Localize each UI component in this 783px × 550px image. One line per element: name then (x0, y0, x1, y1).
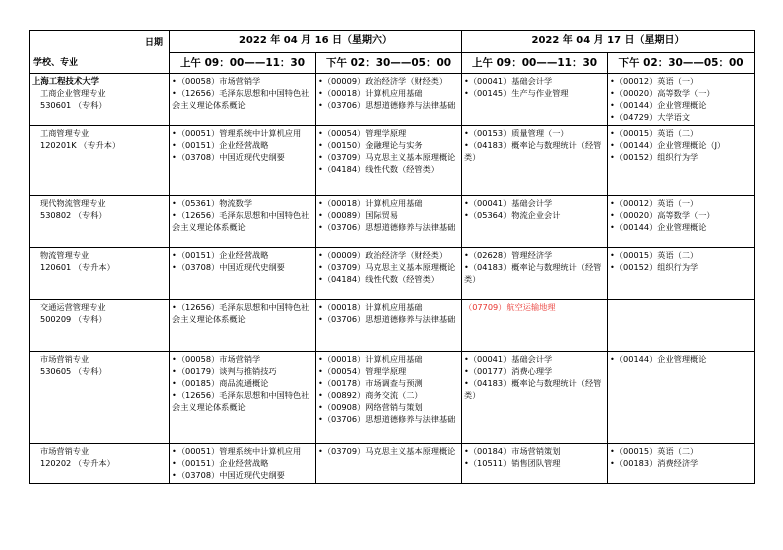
major-name: 现代物流管理专业 (40, 198, 106, 208)
table-row (30, 126, 755, 196)
course-item: •（00144）企业管理概论（J） (610, 140, 726, 150)
course-item: •（03706）思想道德修养与法律基础 (318, 222, 456, 232)
course-item: •（00054）管理学原理 (318, 128, 407, 138)
course-cell-d2pm (608, 126, 755, 196)
course-item: •（00152）组织行为学 (610, 152, 699, 162)
table-row (30, 74, 755, 126)
course-item: •（04184）线性代数（经管类） (318, 164, 439, 174)
course-item: •（04729）大学语文 (610, 112, 691, 122)
major-code: 530601 （专科） (40, 100, 107, 110)
course-item: •（00179）谈判与推销技巧 (172, 366, 277, 376)
course-item: •（00015）英语（二） (610, 128, 699, 138)
course-cell-d2am (462, 248, 608, 300)
course-item: •（00144）企业管理概论 (610, 354, 707, 364)
course-item: •（00089）国际贸易 (318, 210, 399, 220)
course-item: •（00152）组织行为学 (610, 262, 699, 272)
course-item: •（00012）英语（一） (610, 76, 699, 86)
course-item: •（00144）企业管理概论 (610, 222, 707, 232)
course-item: •（00018）计算机应用基础 (318, 88, 423, 98)
course-item: •（00150）金融理论与实务 (318, 140, 423, 150)
school-major-cell (30, 74, 170, 126)
course-item: •（00012）英语（一） (610, 198, 699, 208)
course-item: •（00054）管理学原理 (318, 366, 407, 376)
course-item: •（00178）市场调查与预测 (318, 378, 423, 388)
schedule-rows (30, 74, 755, 484)
course-cell-d2pm (608, 300, 755, 352)
course-cell-d1am (170, 352, 316, 444)
major-code: 120201K （专升本） (40, 140, 121, 150)
course-item: •（12656）毛泽东思想和中国特色社会主义理论体系概论 (172, 302, 310, 324)
course-cell-d2am (462, 352, 608, 444)
course-item: •（00153）质量管理（一） (464, 128, 569, 138)
course-item: •（00051）管理系统中计算机应用 (172, 128, 302, 138)
major-code: 120202 （专升本） (40, 458, 115, 468)
course-cell-d1am (170, 74, 316, 126)
course-item: •（00058）市场营销学 (172, 354, 261, 364)
course-cell-d1am (170, 248, 316, 300)
table-row (30, 300, 755, 352)
school-major-header-label: 学校、专业 (33, 58, 79, 68)
course-item: •（00908）网络营销与策划 (318, 402, 423, 412)
course-item: •（00020）高等数学（一） (610, 88, 715, 98)
course-item: •（04183）概率论与数理统计（经管类） (464, 262, 602, 284)
course-item: •（00051）管理系统中计算机应用 (172, 446, 302, 456)
day2-am-header: 上午 09：00——11：30 (462, 52, 608, 74)
course-item: •（00041）基础会计学 (464, 76, 553, 86)
course-cell-d1am (170, 126, 316, 196)
corner-header-cell (30, 31, 170, 74)
day1-header: 2022 年 04 月 16 日（星期六） (170, 31, 462, 53)
course-item: •（03706）思想道德修养与法律基础 (318, 100, 456, 110)
course-item: •（03709）马克思主义基本原理概论 (318, 262, 456, 272)
table-row (30, 248, 755, 300)
day1-pm-header: 下午 02：30——05：00 (316, 52, 462, 74)
day1-am-header: 上午 09：00——11：30 (170, 52, 316, 74)
course-cell-d2pm (608, 352, 755, 444)
course-item: •（00183）消费经济学 (610, 458, 699, 468)
course-item: •（03709）马克思主义基本原理概论 (318, 446, 456, 456)
course-item: •（00145）生产与作业管理 (464, 88, 569, 98)
course-cell-d2pm (608, 444, 755, 484)
school-major-cell (30, 352, 170, 444)
course-item: •（00015）英语（二） (610, 250, 699, 260)
course-item: •（12656）毛泽东思想和中国特色社会主义理论体系概论 (172, 210, 310, 232)
course-item: •（03709）马克思主义基本原理概论 (318, 152, 456, 162)
major-name: 工商企业管理专业 (40, 88, 106, 98)
course-item: •（04184）线性代数（经管类） (318, 274, 439, 284)
course-item: •（10511）销售团队管理 (464, 458, 561, 468)
course-item: •（05364）物流企业会计 (464, 210, 561, 220)
course-item: •（00151）企业经营战略 (172, 458, 269, 468)
exam-schedule-table (29, 30, 755, 484)
course-item: •（00151）企业经营战略 (172, 140, 269, 150)
course-item: •（00892）商务交流（二） (318, 390, 423, 400)
course-cell-d1pm (316, 196, 462, 248)
course-item: •（12656）毛泽东思想和中国特色社会主义理论体系概论 (172, 88, 310, 110)
school-major-cell (30, 300, 170, 352)
major-name: 市场营销专业 (40, 354, 90, 364)
course-item: •（00177）消费心理学 (464, 366, 553, 376)
table-row (30, 196, 755, 248)
course-item: •（00018）计算机应用基础 (318, 354, 423, 364)
major-code: 500209 （专科） (40, 314, 107, 324)
course-cell-d2pm (608, 248, 755, 300)
course-item: •（04183）概率论与数理统计（经管类） (464, 378, 602, 400)
day2-pm-header: 下午 02：30——05：00 (608, 52, 755, 74)
course-item: •（05361）物流数学 (172, 198, 253, 208)
course-item: •（03706）思想道德修养与法律基础 (318, 314, 456, 324)
course-cell-d2am (462, 74, 608, 126)
course-item: •（00009）政治经济学（财经类） (318, 250, 448, 260)
course-cell-d1am (170, 300, 316, 352)
school-major-cell (30, 444, 170, 484)
major-code: 530802 （专科） (40, 210, 107, 220)
school-major-cell (30, 248, 170, 300)
course-item: •（00009）政治经济学（财经类） (318, 76, 448, 86)
course-item: •（03708）中国近现代史纲要 (172, 262, 285, 272)
course-item: •（00144）企业管理概论 (610, 100, 707, 110)
major-code: 120601 （专升本） (40, 262, 115, 272)
course-cell-d1am (170, 444, 316, 484)
course-item: •（00151）企业经营战略 (172, 250, 269, 260)
course-item: •（00058）市场营销学 (172, 76, 261, 86)
table-row (30, 444, 755, 484)
course-item: •（00018）计算机应用基础 (318, 302, 423, 312)
course-cell-d2am (462, 444, 608, 484)
course-cell-d2am (462, 196, 608, 248)
course-cell-d1am (170, 196, 316, 248)
major-name: 市场营销专业 (40, 446, 90, 456)
course-item: •（02628）管理经济学 (464, 250, 553, 260)
day2-header: 2022 年 04 月 17 日（星期日） (462, 31, 755, 53)
course-item-highlighted: （07709）航空运输地理 (464, 302, 556, 312)
course-item: •（03708）中国近现代史纲要 (172, 152, 285, 162)
major-code: 530605 （专科） (40, 366, 107, 376)
course-item: •（00015）英语（二） (610, 446, 699, 456)
course-item: •（04183）概率论与数理统计（经管类） (464, 140, 602, 162)
course-cell-d2am (462, 126, 608, 196)
course-cell-d2am (462, 300, 608, 352)
school-major-cell (30, 126, 170, 196)
course-item: •（12656）毛泽东思想和中国特色社会主义理论体系概论 (172, 390, 310, 412)
course-cell-d1pm (316, 126, 462, 196)
major-name: 交通运营管理专业 (40, 302, 106, 312)
course-cell-d2pm (608, 74, 755, 126)
course-cell-d1pm (316, 74, 462, 126)
course-item: •（00185）商品流通概论 (172, 378, 269, 388)
course-item: •（00018）计算机应用基础 (318, 198, 423, 208)
course-item: •（03708）中国近现代史纲要 (172, 470, 285, 480)
university-name: 上海工程技术大学 (32, 76, 99, 86)
course-item: •（00184）市场营销策划 (464, 446, 561, 456)
course-item: •（00020）高等数学（一） (610, 210, 715, 220)
course-cell-d1pm (316, 300, 462, 352)
course-cell-d1pm (316, 248, 462, 300)
course-cell-d2pm (608, 196, 755, 248)
course-item: •（00041）基础会计学 (464, 198, 553, 208)
course-item: •（00041）基础会计学 (464, 354, 553, 364)
major-name: 工商管理专业 (40, 128, 90, 138)
school-major-cell (30, 196, 170, 248)
major-name: 物流管理专业 (40, 250, 90, 260)
course-item: •（03706）思想道德修养与法律基础 (318, 414, 456, 424)
course-cell-d1pm (316, 352, 462, 444)
date-header-label: 日期 (144, 38, 163, 48)
course-cell-d1pm (316, 444, 462, 484)
table-row (30, 352, 755, 444)
